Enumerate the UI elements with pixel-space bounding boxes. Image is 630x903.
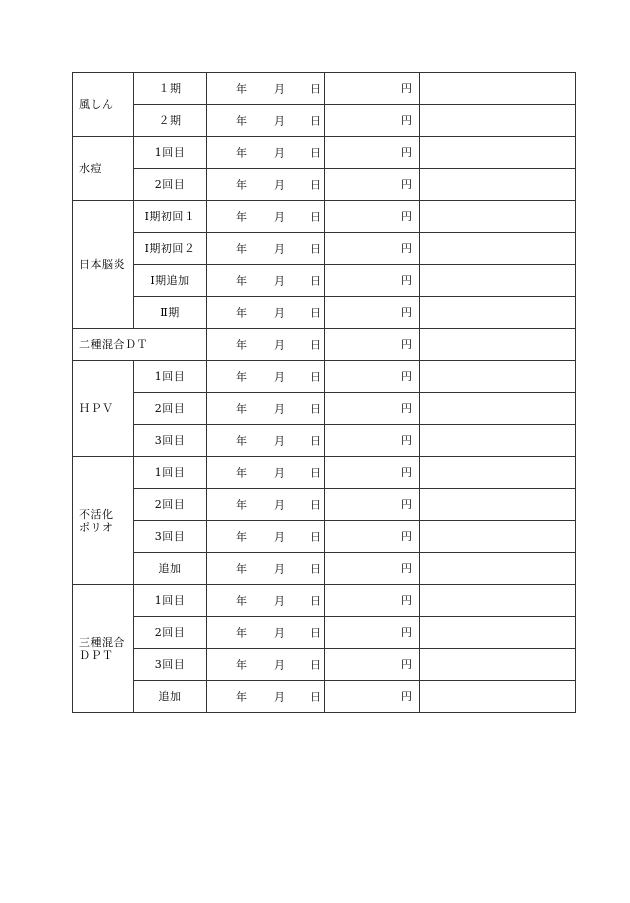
day-label: 日 [310,274,321,287]
dose-label: 1回目 [154,594,186,607]
day-label: 日 [310,210,321,223]
year-label: 年 [236,498,247,511]
date-field[interactable] [207,169,325,201]
vaccine-name-cell [73,73,134,137]
dose-cell [134,553,207,585]
date-field[interactable] [207,489,325,521]
note-field[interactable] [420,553,576,585]
table-row [73,137,576,169]
dose-label: 3回目 [154,530,186,543]
year-label: 年 [236,402,247,415]
month-label: 月 [274,306,285,319]
dose-label: 2回目 [154,402,186,415]
note-field[interactable] [420,265,576,297]
table-row [73,73,576,105]
currency-label: 円 [401,658,412,671]
dose-cell [134,137,207,169]
date-field[interactable] [207,297,325,329]
date-field[interactable] [207,649,325,681]
dose-cell [134,489,207,521]
fee-field[interactable] [325,585,420,617]
date-field[interactable] [207,329,325,361]
year-label: 年 [236,466,247,479]
year-label: 年 [236,210,247,223]
note-field[interactable] [420,105,576,137]
currency-label: 円 [401,562,412,575]
fee-field[interactable] [325,297,420,329]
dose-cell [134,169,207,201]
dose-label: 1回目 [154,370,186,383]
note-field[interactable] [420,521,576,553]
year-label: 年 [236,530,247,543]
dose-label: Ⅰ期追加 [150,274,190,287]
year-label: 年 [236,114,247,127]
fee-field[interactable] [325,617,420,649]
fee-field[interactable] [325,265,420,297]
dose-cell [134,361,207,393]
currency-label: 円 [401,434,412,447]
currency-label: 円 [401,82,412,95]
fee-field[interactable] [325,521,420,553]
month-label: 月 [274,690,285,703]
vaccine-name: 水痘 [79,162,102,175]
table-row [73,649,576,681]
year-label: 年 [236,306,247,319]
currency-label: 円 [401,690,412,703]
table-row [73,329,576,361]
currency-label: 円 [401,274,412,287]
month-label: 月 [274,530,285,543]
dose-cell [134,233,207,265]
currency-label: 円 [401,498,412,511]
note-field[interactable] [420,681,576,713]
table-row [73,521,576,553]
month-label: 月 [274,146,285,159]
month-label: 月 [274,370,285,383]
fee-field[interactable] [325,73,420,105]
dose-cell [134,105,207,137]
day-label: 日 [310,114,321,127]
date-field[interactable] [207,617,325,649]
currency-label: 円 [401,594,412,607]
day-label: 日 [310,434,321,447]
table-row [73,681,576,713]
month-label: 月 [274,466,285,479]
note-field[interactable] [420,329,576,361]
currency-label: 円 [401,146,412,159]
dose-label: １期 [158,82,182,95]
fee-field[interactable] [325,201,420,233]
dose-cell [134,521,207,553]
currency-label: 円 [401,466,412,479]
day-label: 日 [310,626,321,639]
fee-field[interactable] [325,169,420,201]
note-field[interactable] [420,393,576,425]
note-field[interactable] [420,233,576,265]
date-field[interactable] [207,553,325,585]
note-field[interactable] [420,489,576,521]
table-row [73,489,576,521]
note-field[interactable] [420,585,576,617]
date-field[interactable] [207,521,325,553]
day-label: 日 [310,178,321,191]
date-field[interactable] [207,137,325,169]
date-field[interactable] [207,73,325,105]
note-field[interactable] [420,361,576,393]
vaccine-name-cell [73,137,134,201]
note-field[interactable] [420,457,576,489]
vaccination-record-body [73,73,576,713]
dose-label: 追加 [158,690,182,703]
dose-cell [134,681,207,713]
table-row [73,105,576,137]
currency-label: 円 [401,626,412,639]
month-label: 月 [274,562,285,575]
dose-label: 2回目 [154,498,186,511]
month-label: 月 [274,242,285,255]
year-label: 年 [236,82,247,95]
fee-field[interactable] [325,329,420,361]
table-row [73,457,576,489]
table-row [73,585,576,617]
currency-label: 円 [401,178,412,191]
note-field[interactable] [420,649,576,681]
date-field[interactable] [207,105,325,137]
fee-field[interactable] [325,361,420,393]
date-field[interactable] [207,393,325,425]
currency-label: 円 [401,370,412,383]
month-label: 月 [274,402,285,415]
dose-label: 2回目 [154,626,186,639]
table-row [73,169,576,201]
month-label: 月 [274,274,285,287]
date-field[interactable] [207,201,325,233]
fee-field[interactable] [325,233,420,265]
dose-cell [134,585,207,617]
day-label: 日 [310,658,321,671]
date-field[interactable] [207,681,325,713]
day-label: 日 [310,594,321,607]
dose-cell [134,425,207,457]
year-label: 年 [236,658,247,671]
dose-cell [134,393,207,425]
table-row [73,425,576,457]
dose-label: Ⅰ期初回１ [144,210,196,223]
month-label: 月 [274,210,285,223]
table-row [73,361,576,393]
vaccine-name-cell [73,361,134,457]
note-field[interactable] [420,297,576,329]
dose-label: 1回目 [154,146,186,159]
currency-label: 円 [401,210,412,223]
day-label: 日 [310,402,321,415]
year-label: 年 [236,370,247,383]
note-field[interactable] [420,137,576,169]
year-label: 年 [236,434,247,447]
month-label: 月 [274,338,285,351]
dose-cell [134,201,207,233]
dose-label: ２期 [158,114,182,127]
note-field[interactable] [420,169,576,201]
year-label: 年 [236,274,247,287]
year-label: 年 [236,242,247,255]
year-label: 年 [236,338,247,351]
month-label: 月 [274,434,285,447]
vaccine-name-cell [73,329,207,361]
fee-field[interactable] [325,137,420,169]
vaccine-name: ＨＰＶ [79,402,114,415]
fee-field[interactable] [325,105,420,137]
note-field[interactable] [420,73,576,105]
note-field[interactable] [420,201,576,233]
vaccine-name-cell [73,201,134,329]
vaccination-record-table [72,72,576,713]
fee-field[interactable] [325,457,420,489]
year-label: 年 [236,626,247,639]
dose-label: Ⅰ期初回２ [144,242,196,255]
fee-field[interactable] [325,553,420,585]
fee-field[interactable] [325,393,420,425]
day-label: 日 [310,338,321,351]
fee-field[interactable] [325,425,420,457]
vaccine-name: 二種混合ＤＴ [79,338,148,351]
month-label: 月 [274,658,285,671]
day-label: 日 [310,242,321,255]
day-label: 日 [310,306,321,319]
day-label: 日 [310,82,321,95]
vaccine-name: 不活化 ポリオ [79,507,114,534]
vaccine-name: 三種混合 ＤＰＴ [79,635,125,662]
dose-cell [134,457,207,489]
day-label: 日 [310,370,321,383]
table-row [73,297,576,329]
year-label: 年 [236,146,247,159]
date-field[interactable] [207,457,325,489]
currency-label: 円 [401,306,412,319]
currency-label: 円 [401,402,412,415]
fee-field[interactable] [325,681,420,713]
dose-cell [134,73,207,105]
dose-label: 3回目 [154,434,186,447]
month-label: 月 [274,114,285,127]
month-label: 月 [274,594,285,607]
day-label: 日 [310,498,321,511]
table-row [73,233,576,265]
currency-label: 円 [401,530,412,543]
date-field[interactable] [207,425,325,457]
note-field[interactable] [420,617,576,649]
dose-label: Ⅱ期 [160,306,180,319]
dose-label: 3回目 [154,658,186,671]
vaccine-name: 日本脳炎 [79,258,125,271]
month-label: 月 [274,178,285,191]
dose-cell [134,617,207,649]
month-label: 月 [274,626,285,639]
dose-label: 追加 [158,562,182,575]
vaccine-name-cell [73,457,134,585]
day-label: 日 [310,466,321,479]
day-label: 日 [310,146,321,159]
date-field[interactable] [207,265,325,297]
month-label: 月 [274,498,285,511]
date-field[interactable] [207,233,325,265]
date-field[interactable] [207,585,325,617]
table-row [73,553,576,585]
year-label: 年 [236,178,247,191]
year-label: 年 [236,690,247,703]
table-row [73,265,576,297]
day-label: 日 [310,562,321,575]
year-label: 年 [236,594,247,607]
date-field[interactable] [207,361,325,393]
currency-label: 円 [401,338,412,351]
table-row [73,201,576,233]
dose-label: 1回目 [154,466,186,479]
currency-label: 円 [401,114,412,127]
dose-cell [134,265,207,297]
dose-cell [134,649,207,681]
dose-label: 2回目 [154,178,186,191]
dose-cell [134,297,207,329]
table-row [73,617,576,649]
vaccine-name: 風しん [79,98,114,111]
currency-label: 円 [401,242,412,255]
note-field[interactable] [420,425,576,457]
month-label: 月 [274,82,285,95]
day-label: 日 [310,690,321,703]
day-label: 日 [310,530,321,543]
fee-field[interactable] [325,649,420,681]
table-row [73,393,576,425]
year-label: 年 [236,562,247,575]
vaccine-name-cell [73,585,134,713]
fee-field[interactable] [325,489,420,521]
